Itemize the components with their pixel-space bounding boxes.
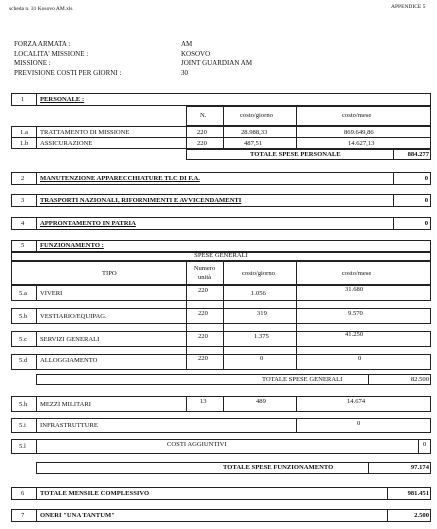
col-costo-giorno: costo/giorno — [240, 112, 273, 119]
col-tipo: TIPO — [102, 270, 117, 277]
col5-costo-giorno: costo/giorno — [242, 270, 275, 277]
total-generali-value: 82.500 — [410, 376, 429, 383]
row-5l-value: 0 — [423, 441, 427, 448]
col-n: N. — [200, 112, 207, 119]
row-1a-day: 28.988,33 — [241, 129, 268, 136]
row-5a — [11, 285, 431, 301]
section-6-num: 6 — [21, 490, 25, 497]
row-5h-id: 5.h — [19, 401, 28, 408]
section-4-value: 0 — [424, 220, 428, 227]
section-2-value: 0 — [424, 175, 428, 182]
section-5-title: FUNZIONAMENTO : — [40, 242, 104, 249]
row-5d-n: 220 — [198, 355, 208, 362]
row-5i-id: 5.i — [19, 422, 26, 429]
total-personale-value: 884.277 — [407, 151, 429, 158]
label-missione: MISSIONE : — [14, 59, 51, 68]
row-5h-n: 13 — [200, 398, 207, 405]
section-7-num: 7 — [21, 512, 25, 519]
section-3-num: 3 — [21, 197, 25, 204]
row-5h-label: MEZZI MILITARI — [40, 401, 91, 408]
row-1b-day: 487,51 — [244, 140, 263, 147]
section-6-value: 981.451 — [407, 490, 429, 497]
row-5b-month: 9.570 — [348, 310, 363, 317]
row-5b-n: 220 — [198, 310, 208, 317]
col-unita: unità — [197, 274, 212, 281]
total-personale-label: TOTALE SPESE PERSONALE — [250, 151, 341, 158]
row-5a-month: 31.680 — [345, 286, 364, 293]
row-5c-n: 220 — [198, 333, 208, 340]
label-previsione: PREVISIONE COSTI PER GIORNI : — [14, 68, 122, 77]
value-forza-armata: AM — [181, 40, 193, 48]
section-7-value: 2.500 — [414, 512, 429, 519]
row-5i-month: 0 — [357, 420, 361, 427]
row-5b-id: 5.b — [19, 313, 28, 320]
row-5a-day: 1.056 — [251, 290, 266, 297]
spese-generali-label: SPESE GENERALI — [194, 252, 248, 259]
row-1b-n: 220 — [197, 140, 207, 147]
label-localita: LOCALITA' MISSIONE : — [14, 49, 89, 58]
label-forza-armata: FORZA ARMATA : — [14, 40, 71, 48]
row-1b-month: 14.627,13 — [348, 140, 375, 147]
row-5h-month: 14.674 — [347, 398, 366, 405]
total-generali-label: TOTALE SPESE GENERALI — [262, 376, 343, 383]
row-5c-month: 41.250 — [345, 331, 364, 338]
row-5c-day: 1.375 — [254, 333, 269, 340]
appendix-label: APPENDICE 5 — [391, 4, 426, 10]
row-5l-id: 5.l — [19, 443, 26, 450]
row-5a-n: 220 — [198, 287, 208, 294]
section-2-title: MANUTENZIONE APPARECCHIATURE TLC DI F.A. — [40, 175, 200, 182]
info-labels — [14, 40, 121, 78]
row-5a-label: VIVERI — [40, 290, 63, 297]
row-5b-day: 319 — [257, 310, 267, 317]
col5-costo-mese: costo/mese — [342, 270, 372, 277]
section-3-title: TRASPORTI NAZIONALI, RIFORNIMENTI E AVVICENDAMENTI — [40, 197, 242, 204]
row-1a-label: TRATTAMENTO DI MISSIONE — [40, 129, 130, 136]
row-5d-label: ALLOGGIAMENTO — [40, 357, 98, 364]
section-3-value: 0 — [424, 197, 428, 204]
value-missione: JOINT GUARDIAN AM — [181, 59, 253, 68]
section-4-title: APPRONTAMENTO IN PATRIA — [40, 220, 136, 227]
row-5d-id: 5.d — [19, 357, 28, 364]
row-1a-n: 220 — [197, 129, 207, 136]
row-1a-id: 1.a — [20, 129, 28, 136]
section-7-title: ONERI "UNA TANTUM" — [40, 512, 115, 519]
row-5a-id: 5.a — [19, 290, 27, 297]
col-costo-mese: costo/mese — [342, 112, 372, 119]
section-1-num: 1 — [21, 96, 25, 103]
value-giorni: 30 — [181, 68, 188, 77]
info-values — [181, 40, 252, 78]
total-funzionamento-value: 97.174 — [410, 464, 429, 471]
col-numero: Numero — [193, 265, 216, 272]
total-funzionamento-label: TOTALE SPESE FUNZIONAMENTO — [223, 464, 334, 471]
row-5b-label: VESTIARIO/EQUIPAG. — [40, 313, 107, 320]
row-5h-day: 489 — [256, 398, 266, 405]
row-5c-label: SERVIZI GENERALI — [40, 336, 100, 343]
value-localita: KOSOVO — [181, 49, 211, 58]
row-5l-label: COSTI AGGIUNTIVI — [167, 441, 227, 448]
row-1a-month: 869.649,86 — [344, 129, 374, 136]
row-5d-day: 0 — [260, 355, 264, 362]
row-1b-id: 1.b — [20, 140, 29, 147]
section-4-num: 4 — [21, 220, 25, 227]
row-1b-label: ASSICURAZIONE — [40, 140, 93, 147]
file-name: scheda n. 31 Kosovo AM.xls — [9, 6, 73, 12]
section-6-title: TOTALE MENSILE COMPLESSIVO — [40, 490, 150, 497]
row-5d-month: 0 — [358, 355, 362, 362]
section-1-title: PERSONALE : — [40, 96, 85, 103]
section-2-num: 2 — [21, 175, 25, 182]
row-5c-id: 5.c — [19, 336, 27, 343]
section-5-num: 5 — [21, 242, 25, 249]
row-5i-label: INFRASTRUTTURE — [40, 422, 98, 429]
